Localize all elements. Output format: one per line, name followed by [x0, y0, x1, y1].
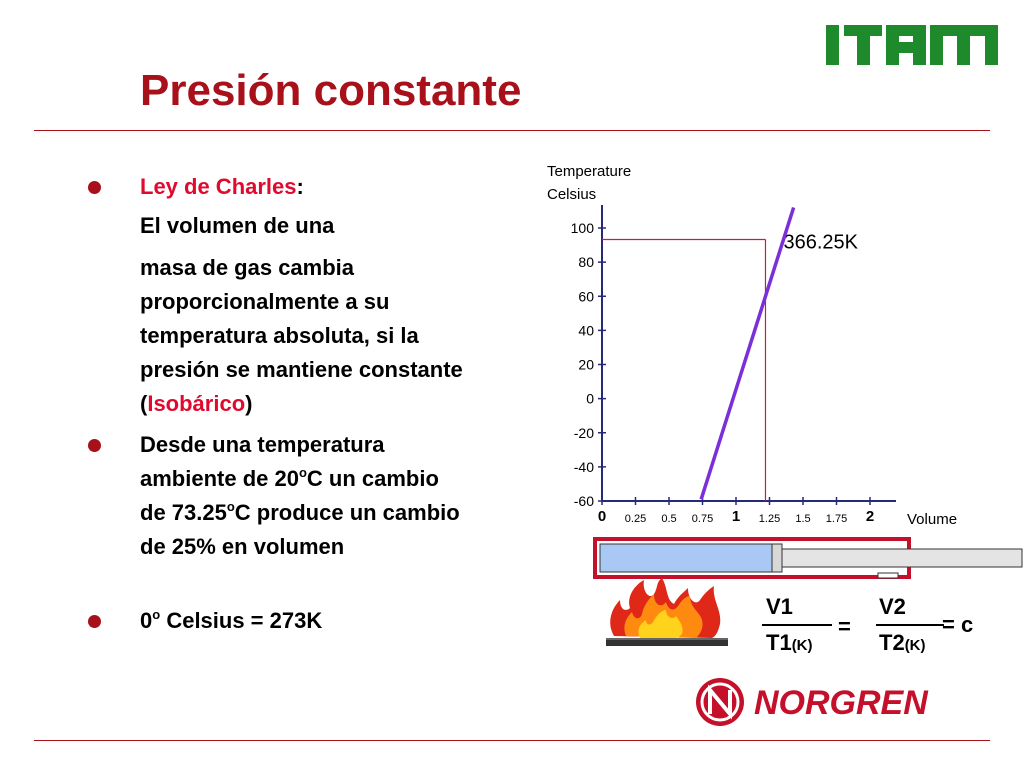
y-tick-label: 60	[578, 288, 594, 305]
bullet-temperature-change	[140, 428, 470, 564]
eq-t1	[766, 630, 813, 656]
degree-sup: o	[152, 607, 161, 622]
y-tick-label: 0	[586, 390, 594, 407]
bullet-dot	[88, 615, 101, 628]
norgren-wordmark: NORGREN	[754, 684, 928, 722]
x-axis-title: Volume	[907, 511, 958, 528]
charles-colon: :	[296, 174, 304, 199]
eq-equals: =	[838, 614, 851, 639]
y-axis-title-line2: Celsius	[547, 186, 597, 203]
y-axis-title-line1: Temperature	[547, 163, 632, 180]
flame-icon	[604, 578, 730, 650]
y-tick-label: 100	[570, 220, 594, 236]
temp-text-2: C un cambio de 73.25	[140, 466, 439, 525]
charles-body	[140, 251, 490, 421]
footer-divider	[34, 740, 990, 741]
bullet-dot	[88, 181, 101, 194]
y-tick-label: -60	[573, 493, 594, 509]
itam-logo	[826, 22, 998, 68]
y-tick-label: 40	[578, 322, 594, 339]
eq-v2: V2	[879, 594, 906, 619]
y-tick-label: -40	[573, 458, 594, 475]
data-series-line	[701, 208, 793, 500]
charles-close-paren: )	[245, 391, 253, 416]
y-tick-label: -20	[573, 424, 594, 441]
celsius-kelvin-text: Celsius = 273K	[160, 608, 323, 633]
eq-t1-unit: (K)	[791, 637, 813, 654]
x-tick-label: 0	[597, 508, 607, 525]
charles-body-text: masa de gas cambia proporcionalmente a su temperatura absoluta, si la presión se mantiene constante (	[140, 255, 463, 416]
bullet-dot	[88, 439, 101, 452]
norgren-logo	[694, 672, 994, 732]
marker-label: 366.25K	[783, 231, 858, 254]
x-tick-label: 2	[865, 508, 875, 525]
charles-line1: El volumen de una	[140, 213, 335, 238]
gas-volume	[600, 544, 772, 572]
x-tick-label: 1.5	[795, 513, 811, 525]
degree-sup: o	[298, 465, 307, 480]
eq-t2-unit: (K)	[904, 637, 926, 654]
eq-fraction-bar-2	[876, 624, 944, 626]
piston-head	[772, 544, 782, 572]
x-tick-label: 0.25	[624, 513, 647, 525]
zero-text: 0	[140, 608, 153, 633]
degree-sup: o	[226, 499, 235, 514]
page-title: Presión constante	[140, 66, 522, 115]
piston-rod	[782, 549, 1022, 567]
cylinder-port	[878, 573, 898, 578]
title-divider	[34, 130, 990, 131]
eq-fraction-bar-1	[762, 624, 832, 626]
isobaric-term: Isobárico	[147, 391, 246, 416]
eq-v1: V1	[766, 594, 793, 619]
charles-law-label: Ley de Charles	[140, 174, 297, 199]
temperature-volume-chart	[530, 155, 980, 535]
y-tick-label: 80	[578, 254, 594, 271]
temp-text-3: C produce un cambio de 25% en volumen	[140, 500, 460, 559]
x-tick-label: 1	[731, 508, 741, 525]
x-tick-label: 1.75	[825, 513, 848, 525]
x-tick-label: 1.25	[758, 513, 781, 525]
y-tick-label: 20	[578, 356, 594, 373]
eq-t1-text: T1	[766, 630, 792, 655]
bullet-celsius-kelvin	[140, 604, 480, 638]
eq-result: = c	[942, 612, 974, 637]
temp-text-1: Desde una temperatura ambiente de 20	[140, 432, 385, 491]
eq-t2	[879, 630, 926, 656]
x-tick-label: 0.75	[691, 513, 714, 525]
eq-t2-text: T2	[879, 630, 905, 655]
x-tick-label: 0.5	[661, 513, 677, 525]
bullet-charles	[140, 170, 480, 204]
